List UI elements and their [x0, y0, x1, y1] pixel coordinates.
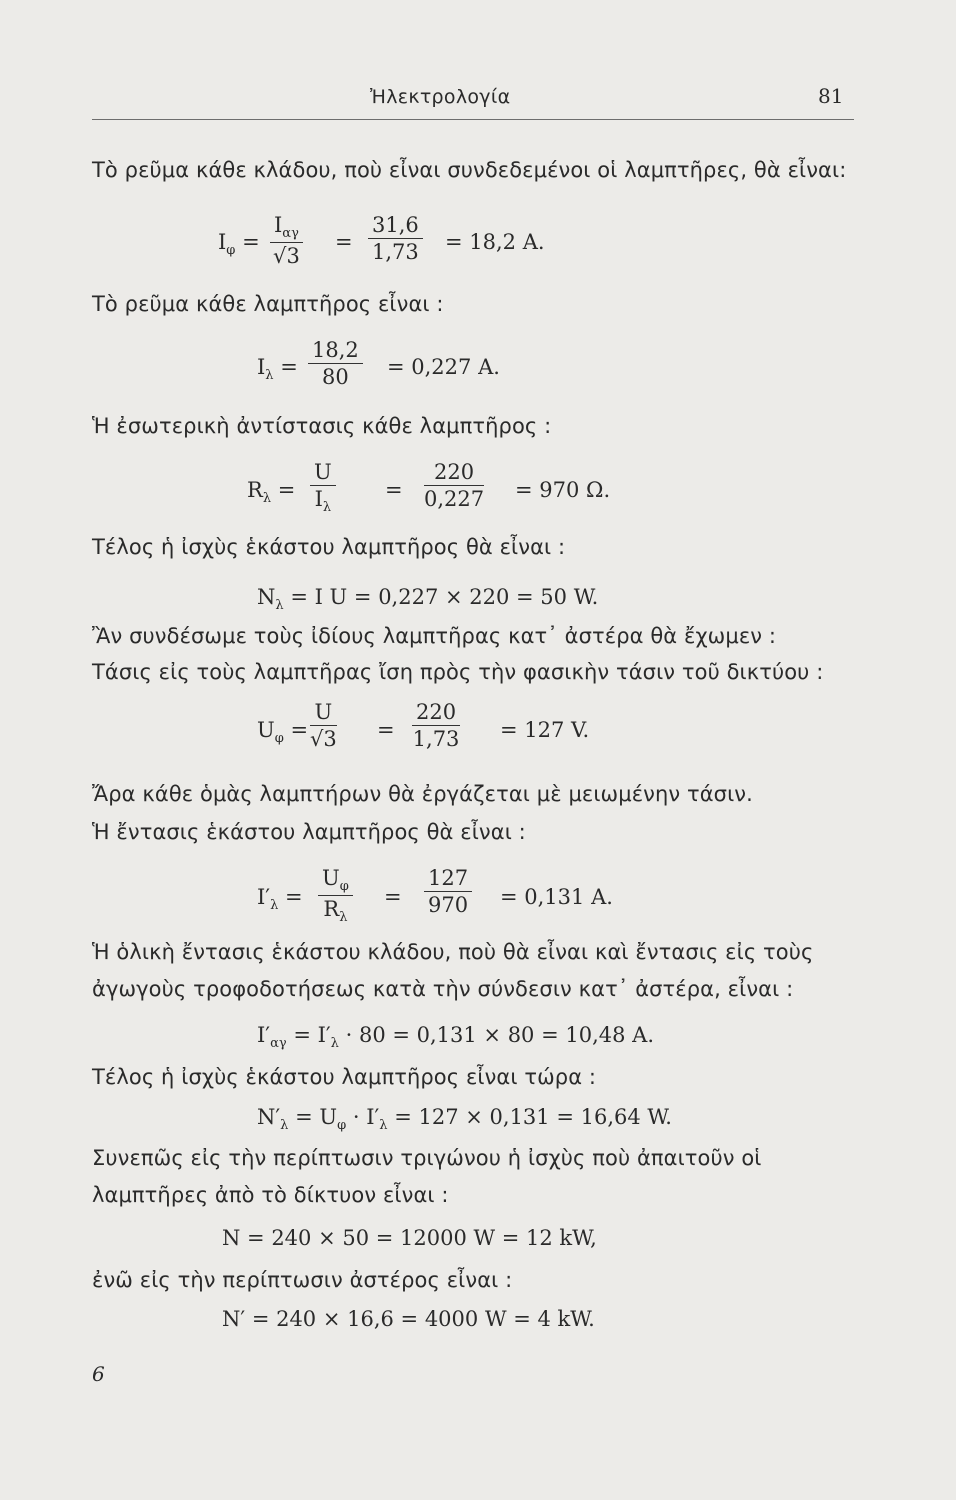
- equals-sign: =: [377, 718, 395, 742]
- paragraph-line: ἀγωγοὺς τροφοδοτήσεως κατὰ τὴν σύνδεσιν κατ᾽ ἀστέρα, εἶναι :: [92, 977, 794, 1001]
- equation-phase-voltage-lhs: $U_\varphi$ =: [257, 718, 309, 746]
- equation-fraction: $\frac{31,6}{1,73}$: [368, 213, 423, 264]
- paragraph-line: Ἡ ἐσωτερικὴ ἀντίστασις κάθε λαμπτῆρος :: [92, 414, 552, 438]
- paragraph-line: Τὸ ρεῦμα κάθε κλάδου, ποὺ εἶναι συνδεδεμένοι οἱ λαμπτῆρες, θὰ εἶναι:: [92, 158, 847, 182]
- equals-sign: =: [335, 230, 353, 254]
- paragraph-line: Τέλος ἡ ἰσχὺς ἑκάστου λαμπτῆρος θὰ εἶναι :: [92, 535, 566, 559]
- paragraph-line: λαμπτῆρες ἀπὸ τὸ δίκτυον εἶναι :: [92, 1183, 449, 1207]
- equation-delta-total-power: N = 240 × 50 = 12000 W = 12 kW,: [222, 1226, 597, 1250]
- equation-phase-current-lhs: $I_\varphi$ =: [218, 230, 260, 258]
- sqrt-symbol: √: [273, 244, 287, 268]
- equation-power: $N_\lambda = I$ U = 0,227 × 220 = 50 W.: [257, 585, 599, 613]
- equation-result: = 970 Ω.: [515, 478, 611, 502]
- page-number: 81: [818, 84, 844, 108]
- running-header-title: Ἠλεκτρολογία: [370, 86, 511, 108]
- equals-sign: =: [385, 478, 403, 502]
- signature-mark: 6: [92, 1362, 105, 1386]
- equation-fraction: $I_{\alpha\gamma}$ √3: [270, 213, 303, 268]
- paragraph-line: Τὸ ρεῦμα κάθε λαμπτῆρος εἶναι :: [92, 292, 444, 316]
- equation-star-current-lhs: $I'_\lambda$ =: [257, 885, 303, 913]
- paragraph-line: Ἡ ἔντασις ἑκάστου λαμπτῆρος θὰ εἶναι :: [92, 820, 526, 844]
- equation-fraction: $\frac{220}{0,227}$: [424, 460, 485, 511]
- paragraph-line: Τέλος ἡ ἰσχὺς ἑκάστου λαμπτῆρος εἶναι τώρα :: [92, 1065, 597, 1089]
- paragraph-line: Ἄρα κάθε ὁμὰς λαμπτήρων θὰ ἐργάζεται μὲ μειωμένην τάσιν.: [92, 782, 753, 806]
- equation-fraction: $\frac{U}{I_\lambda}$: [310, 460, 336, 515]
- equation-star-power: $N'_\lambda = U_\varphi \cdot I'_\lambda = 127 \times 0,131 = 16,64$ W.: [257, 1105, 672, 1133]
- equation-star-total-power: N′ = 240 × 16,6 = 4000 W = 4 kW.: [222, 1307, 595, 1331]
- equation-fraction: $\frac{18,2}{80}$: [308, 338, 363, 389]
- equation-fraction: $\frac{127}{970}$: [424, 866, 472, 917]
- equation-fraction: $\frac{220}{1,73}$: [412, 700, 460, 751]
- sqrt-symbol: √: [310, 727, 324, 751]
- equation-result: = 18,2 A.: [445, 230, 545, 254]
- equation-fraction: $\frac{U}{√3}$: [310, 700, 337, 751]
- header-rule: [92, 119, 854, 120]
- equation-fraction: $\frac{U_\varphi}{R_\lambda}$: [318, 866, 353, 925]
- equation-result: = 127 V.: [500, 718, 590, 742]
- paragraph-line: Τάσις εἰς τοὺς λαμπτῆρας ἴση πρὸς τὴν φασικὴν τάσιν τοῦ δικτύου :: [92, 660, 824, 684]
- paragraph-line: Ἡ ὁλικὴ ἔντασις ἑκάστου κλάδου, ποὺ θὰ εἶναι καὶ ἔντασις εἰς τοὺς: [92, 940, 814, 964]
- equation-line-current: $I'_{\alpha\gamma} = I'_\lambda \cdot 80 = 0,131 \times 80 = 10,48$ A.: [257, 1023, 654, 1051]
- paragraph-line: Ἂν συνδέσωμε τοὺς ἰδίους λαμπτῆρας κατ᾽ ἀστέρα θὰ ἔχωμεν :: [92, 624, 777, 648]
- equation-resistance-lhs: $R_\lambda$ =: [247, 478, 296, 506]
- paragraph-line: ἐνῶ εἰς τὴν περίπτωσιν ἀστέρος εἶναι :: [92, 1268, 513, 1292]
- equals-sign: =: [384, 885, 402, 909]
- paragraph-line: Συνεπῶς εἰς τὴν περίπτωσιν τριγώνου ἡ ἰσχὺς ποὺ ἀπαιτοῦν οἱ: [92, 1146, 762, 1170]
- equation-lamp-current-lhs: $I_\lambda$ =: [257, 355, 298, 383]
- equation-result: = 0,131 A.: [500, 885, 613, 909]
- equation-result: = 0,227 A.: [387, 355, 500, 379]
